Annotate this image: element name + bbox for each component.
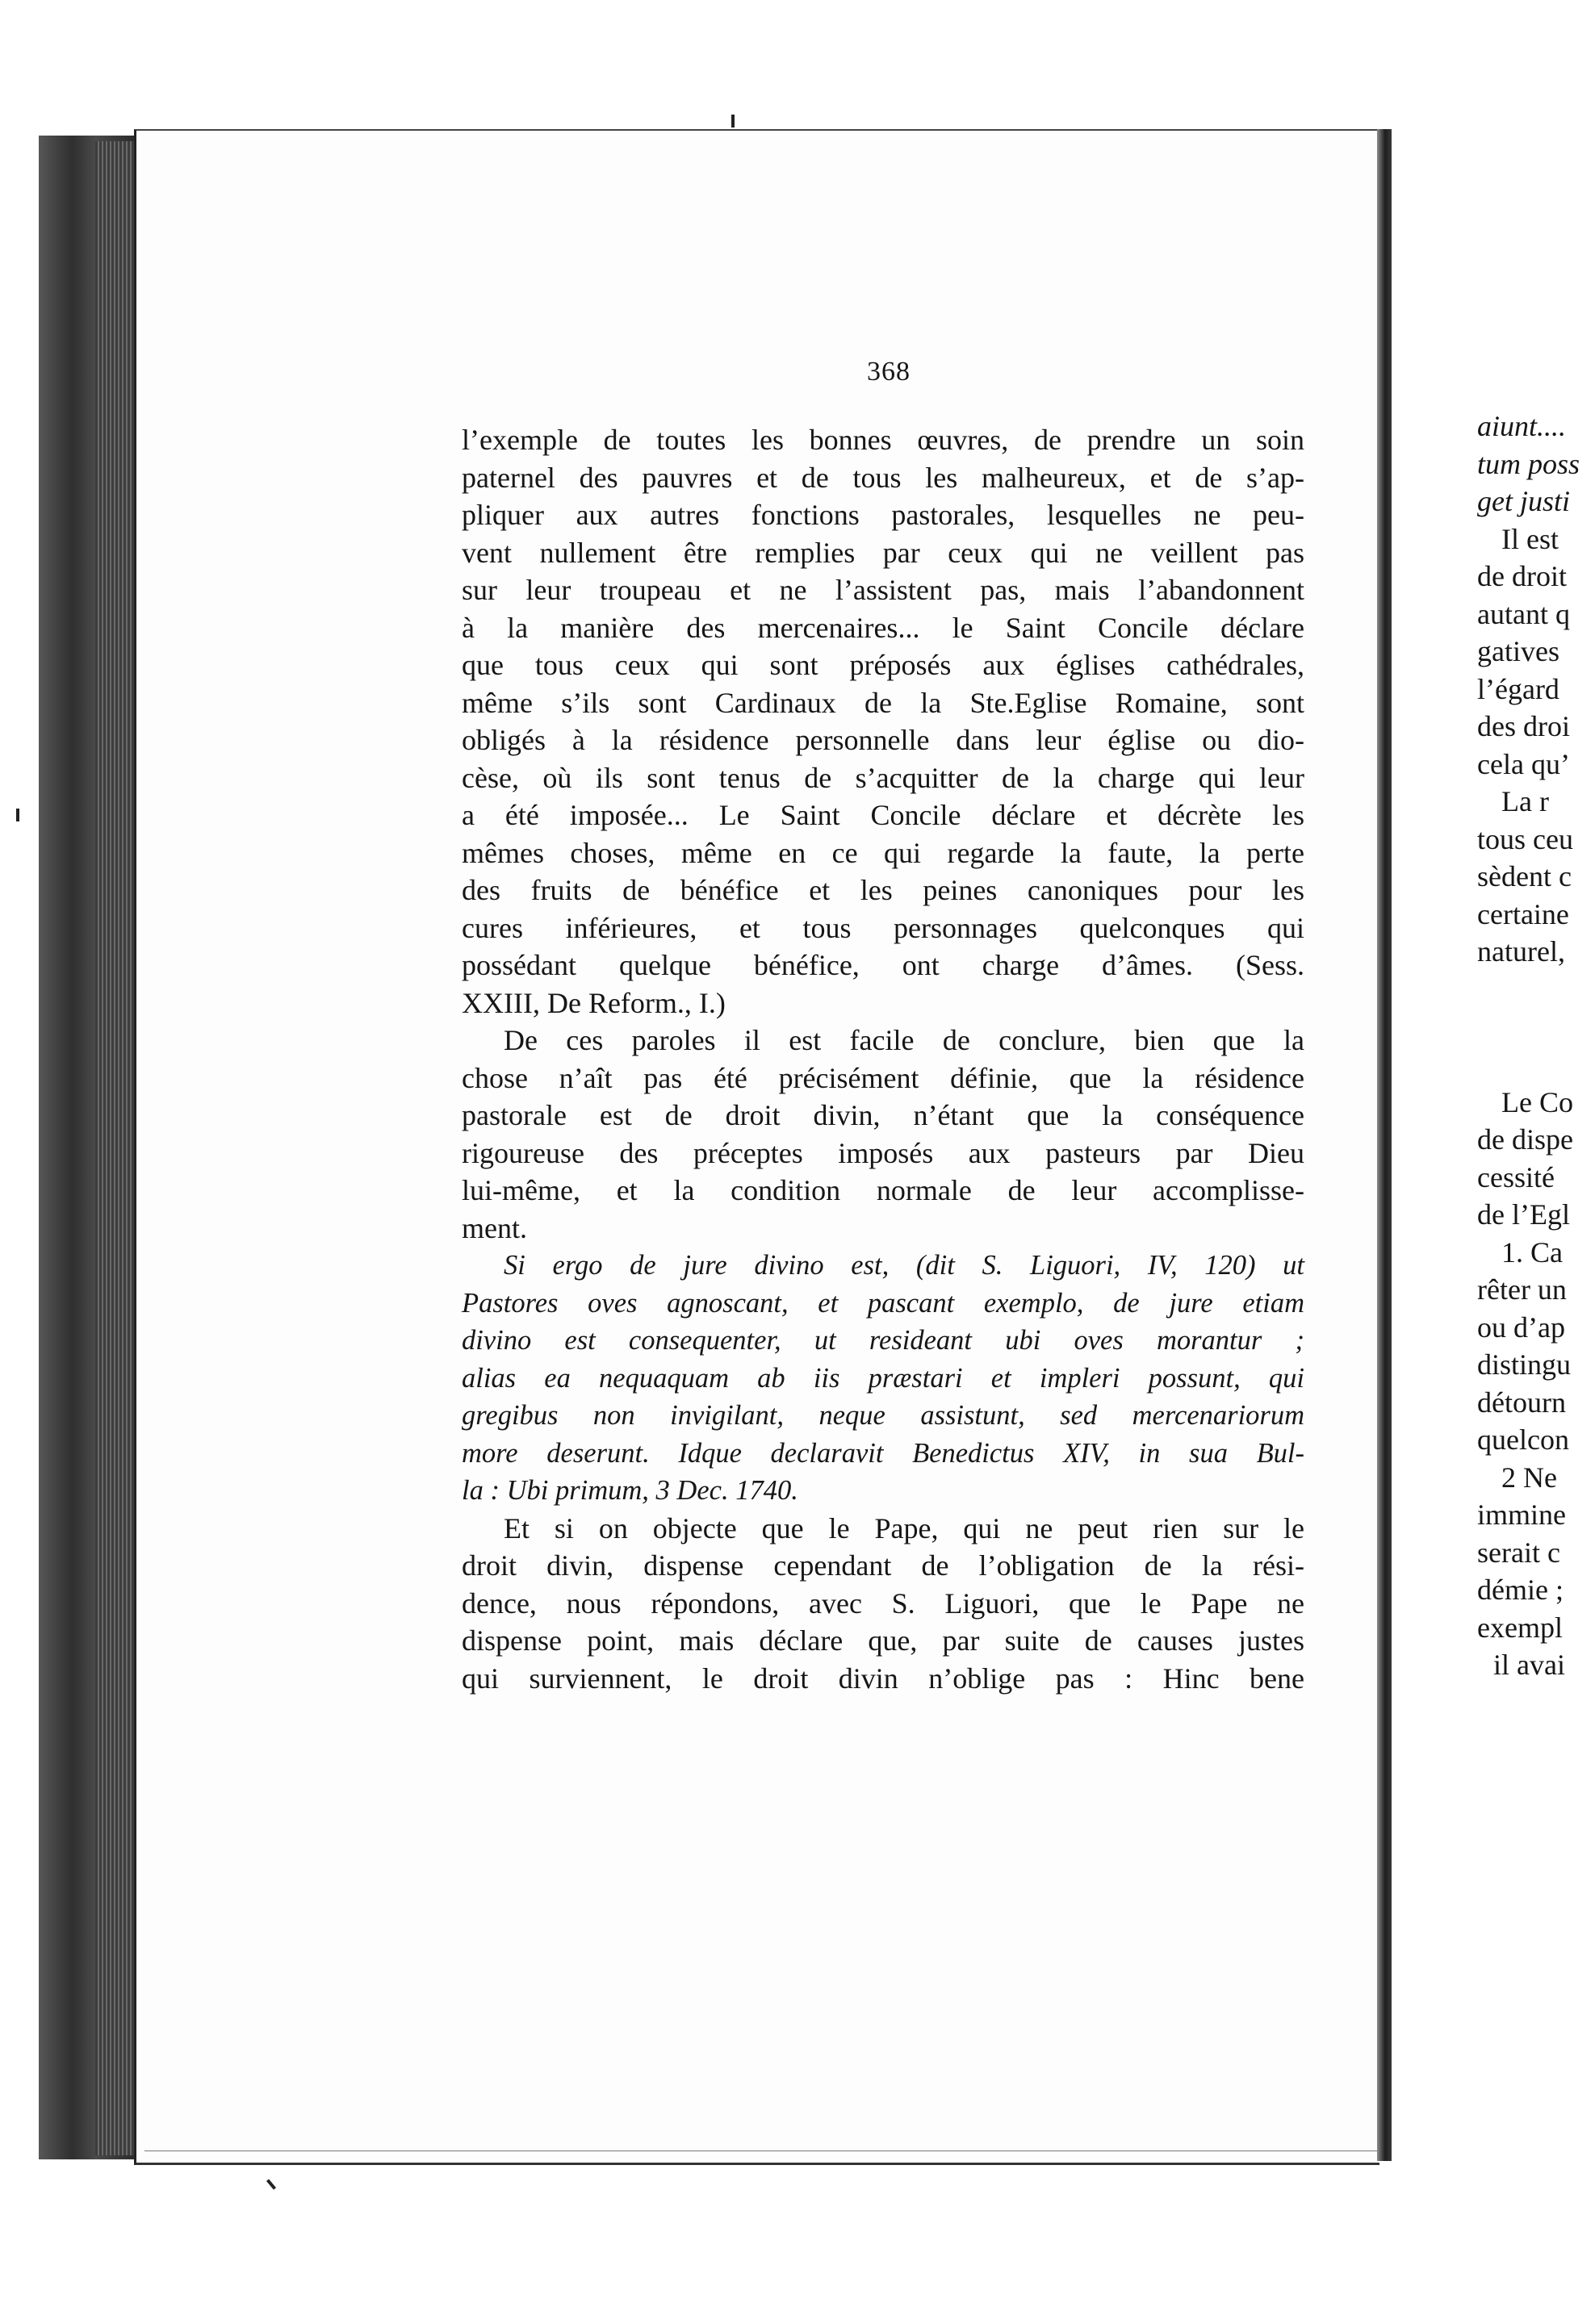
text-line: même s’ils sont Cardinaux de la Ste.Eglise Romaine, sont (462, 686, 1304, 719)
right-line: certaine (1477, 897, 1569, 930)
text-line: pastorale est de droit divin, n’étant que la conséquence (462, 1099, 1304, 1131)
text-line: a été imposée... Le Saint Concile déclare et décrète les (462, 799, 1304, 831)
right-line: des droi (1477, 710, 1570, 742)
text-line: XXIII, De Reform., I.) (462, 986, 726, 1019)
scan-mark-left (16, 809, 19, 821)
right-line: de dispe (1477, 1123, 1573, 1156)
latin-quotation (462, 1247, 1304, 1510)
right-line: aiunt.... (1477, 410, 1567, 442)
text-line: lui-même, et la condition normale de leur accomplisse- (462, 1174, 1304, 1206)
text-line: Pastores oves agnoscant, et pascant exemplo, de jure etiam (462, 1287, 1304, 1319)
right-line: 1. Ca (1501, 1235, 1563, 1269)
right-line: exempl (1477, 1611, 1563, 1644)
text-line: sur leur troupeau et ne l’assistent pas, mais l’abandonnent (462, 574, 1304, 606)
section-gap (1477, 971, 1595, 1084)
right-line: démie ; (1477, 1574, 1564, 1606)
text-line: qui surviennent, le droit divin n’oblige pas : Hinc bene (462, 1661, 1304, 1695)
right-line: 2 Ne (1501, 1461, 1557, 1494)
text-line: vent nullement être remplies par ceux qui ne veillent pas (462, 536, 1304, 569)
text-line: à la manière des mercenaires... le Saint Concile déclare (462, 611, 1304, 644)
paragraph-1 (462, 421, 1304, 1022)
text-line: l’exemple de toutes les bonnes œuvres, de prendre un soin (462, 424, 1304, 456)
right-line: sèdent c (1477, 860, 1572, 892)
scan-mark-top (731, 115, 735, 127)
text-line: De ces paroles il est facile de conclure, bien que la (504, 1024, 1304, 1056)
right-line: tous ceu (1477, 822, 1573, 855)
text-line: cèse, où ils sont tenus de s’acquitter de la charge qui leur (462, 761, 1304, 794)
right-line: serait c (1477, 1536, 1560, 1569)
right-line: gatives (1477, 635, 1559, 667)
right-line: imminе (1477, 1498, 1566, 1531)
text-line: obligés à la résidence personnelle dans leur église ou dio- (462, 724, 1304, 756)
text-line: Si ergo de jure divino est, (dit S. Liguori, IV, 120) ut (504, 1250, 1304, 1281)
text-line: la : Ubi primum, 3 Dec. 1740. (462, 1475, 798, 1506)
text-line: alias ea nequaquam ab iis præstari et impleri possunt, qui (462, 1362, 1304, 1394)
right-line: détourn (1477, 1386, 1566, 1419)
text-line: cures inférieures, et tous personnages quelconques qui (462, 911, 1304, 944)
right-line: quelcon (1477, 1423, 1569, 1456)
text-line: Et si on objecte que le Pape, qui ne peut rien sur le (504, 1511, 1304, 1544)
text-line: ment. (462, 1211, 527, 1244)
text-line: paternel des pauvres et de tous les malheureux, et de s’ap- (462, 461, 1304, 494)
paragraph-2 (462, 1022, 1304, 1247)
right-line: naturel, (1477, 935, 1565, 968)
right-line: get justi (1477, 485, 1570, 517)
right-line: autant q (1477, 597, 1570, 630)
text-line: chose n’aît pas été précisément définie, que la résidence (462, 1061, 1304, 1094)
right-line: ou d’ap (1477, 1310, 1565, 1344)
text-line: des fruits de bénéfice et les peines canoniques pour les (462, 874, 1304, 906)
text-line: dence, nous répondons, avec S. Liguori, que le Pape ne (462, 1586, 1304, 1620)
right-line: rêter un (1477, 1273, 1567, 1306)
right-line: il avai (1493, 1649, 1565, 1681)
text-line: possédant quelque bénéfice, ont charge d’âmes. (Sess. (462, 949, 1304, 981)
text-line: rigoureuse des préceptes imposés aux pasteurs par Dieu (462, 1136, 1304, 1169)
right-line: Il est (1501, 522, 1559, 555)
text-line: pliquer aux autres fonctions pastorales, lesquelles ne peu- (462, 499, 1304, 531)
right-line: tum poss (1477, 447, 1580, 480)
main-text-block (462, 421, 1304, 1697)
page-number: 368 (867, 357, 911, 387)
right-line: La r (1501, 785, 1549, 817)
text-line: mêmes choses, même en ce qui regarde la faute, la perte (462, 836, 1304, 869)
book-gutter (1377, 129, 1392, 2161)
right-line: de l’Egl (1477, 1198, 1570, 1231)
text-line: divino est consequenter, ut resideant ubi oves morantur ; (462, 1325, 1304, 1356)
right-line: de droit (1477, 560, 1567, 592)
right-page-text (1477, 408, 1595, 1684)
text-line: gregibus non invigilant, neque assistunt, sed mercenariorum (462, 1400, 1304, 1431)
right-line: l’égard (1477, 672, 1559, 705)
scan-mark-bottom (266, 2179, 276, 2189)
text-line: droit divin, dispense cependant de l’obligation de la rési- (462, 1549, 1304, 1582)
text-line: que tous ceux qui sont préposés aux églises cathédrales, (462, 649, 1304, 681)
right-line: Le Co (1501, 1085, 1573, 1118)
right-line: cessité (1477, 1160, 1555, 1193)
paragraph-4 (462, 1510, 1304, 1698)
right-line: distingu (1477, 1348, 1572, 1381)
text-line: more deserunt. Idque declaravit Benedictus XIV, in sua Bul- (462, 1437, 1304, 1469)
text-line: dispense point, mais déclare que, par suite de causes justes (462, 1624, 1304, 1657)
right-line: cela qu’ (1477, 747, 1570, 780)
page-edges (95, 141, 134, 2155)
